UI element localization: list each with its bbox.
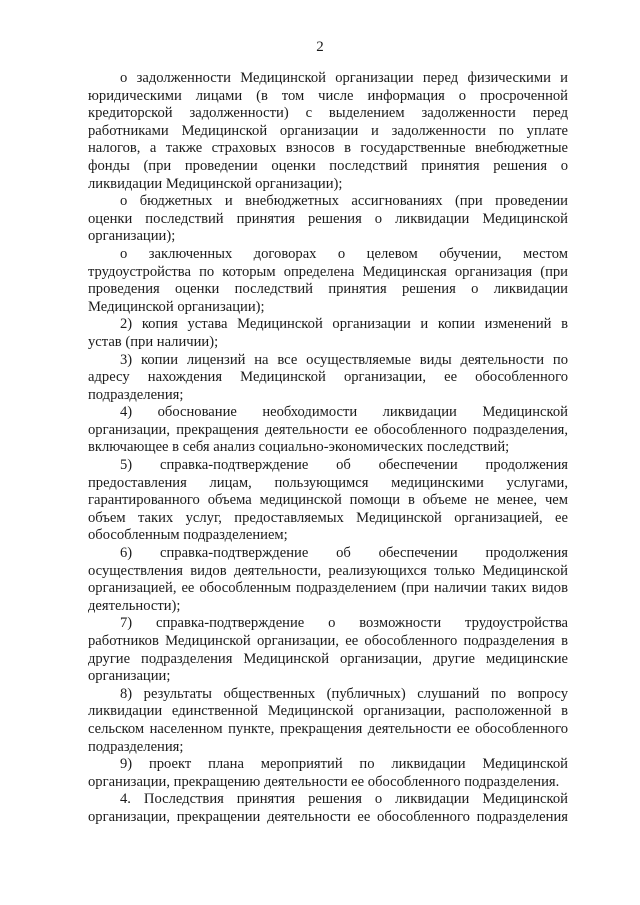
paragraph bbox=[88, 457, 568, 545]
text-line: юридическими лицами (в том числе информация о просроченной bbox=[88, 87, 568, 104]
text-line: 6) справка-подтверждение об обеспечении продолжения bbox=[120, 545, 568, 562]
text-line: предоставления лицам, пользующимся медицинскими услугами, bbox=[88, 474, 568, 491]
document-body bbox=[88, 70, 568, 827]
text-line: Медицинской организации); bbox=[88, 298, 265, 315]
paragraph bbox=[88, 615, 568, 685]
text-line: 3) копии лицензий на все осуществляемые виды деятельности по bbox=[120, 351, 568, 368]
text-line: 4) обоснование необходимости ликвидации Медицинской bbox=[120, 404, 568, 421]
text-line: 9) проект плана мероприятий по ликвидации Медицинской bbox=[120, 756, 568, 773]
text-line: 2) копия устава Медицинской организации и копии изменений в bbox=[120, 316, 568, 333]
text-line: налогов, а также страховых взносов в государственные внебюджетные bbox=[88, 140, 568, 157]
text-line: гарантированного объема медицинской помощи в объеме не менее, чем bbox=[88, 492, 568, 509]
text-line: организации, прекращению деятельности ее обособленного подразделения. bbox=[88, 773, 560, 790]
paragraph bbox=[88, 246, 568, 316]
paragraph bbox=[88, 70, 568, 193]
paragraph bbox=[88, 756, 568, 791]
text-line: фонды (при проведении оценки последствий принятия решения о bbox=[88, 157, 568, 174]
paragraph bbox=[88, 791, 568, 826]
text-line: о заключенных договорах о целевом обучении, местом bbox=[120, 245, 568, 262]
text-line: другие подразделения Медицинской организации, другие медицинские bbox=[88, 650, 568, 667]
text-line: подразделения; bbox=[88, 738, 184, 755]
text-line: работниками Медицинской организации и задолженности по уплате bbox=[88, 122, 568, 139]
text-line: 5) справка-подтверждение об обеспечении продолжения bbox=[120, 457, 568, 474]
paragraph bbox=[88, 316, 568, 351]
paragraph bbox=[88, 686, 568, 756]
paragraph bbox=[88, 352, 568, 405]
text-line: организации, прекращения деятельности ее обособленного подразделения, bbox=[88, 421, 568, 438]
text-line: 4. Последствия принятия решения о ликвидации Медицинской bbox=[120, 791, 568, 808]
text-line: ликвидации Медицинской организации); bbox=[88, 175, 343, 192]
text-line: кредиторской задолженности) с выделением задолженности перед bbox=[88, 105, 568, 122]
text-line: о бюджетных и внебюджетных ассигнованиях (при проведении bbox=[120, 193, 568, 210]
text-line: осуществления видов деятельности, реализующихся только Медицинской bbox=[88, 562, 568, 579]
text-line: обособленным подразделением; bbox=[88, 527, 288, 544]
text-line: работников Медицинской организации, ее обособленного подразделения в bbox=[88, 633, 568, 649]
page-number: 2 bbox=[316, 39, 324, 55]
paragraph bbox=[88, 404, 568, 457]
text-line: организации; bbox=[88, 668, 171, 685]
text-line: 8) результаты общественных (публичных) слушаний по вопросу bbox=[120, 685, 568, 702]
text-line: о задолженности Медицинской организации перед физическими и bbox=[120, 70, 568, 86]
text-line: оценки последствий принятия решения о ликвидации Медицинской bbox=[88, 210, 568, 227]
text-line: подразделения; bbox=[88, 386, 184, 403]
text-line: устав (при наличии); bbox=[88, 333, 219, 350]
text-line: объем таких услуг, предоставляемых Медицинской организацией, ее bbox=[88, 509, 568, 526]
text-line: организации); bbox=[88, 228, 176, 245]
text-line: адресу нахождения Медицинской организации, ее обособленного bbox=[88, 369, 568, 386]
paragraph bbox=[88, 193, 568, 246]
text-line: трудоустройства по которым определена Медицинская организация (при bbox=[88, 263, 568, 280]
text-line: 7) справка-подтверждение о возможности трудоустройства bbox=[120, 615, 568, 632]
text-line: организацией, ее обособленным подразделением (при наличии таких видов bbox=[88, 580, 568, 597]
paragraph bbox=[88, 545, 568, 615]
text-line: ликвидации единственной Медицинской организации, расположенной в bbox=[88, 703, 568, 720]
text-line: проведения оценки последствий принятия решения о ликвидации bbox=[88, 281, 568, 298]
text-line: деятельности); bbox=[88, 597, 181, 614]
text-line: организации, прекращении деятельности ее обособленного подразделения bbox=[88, 808, 568, 825]
text-line: включающее в себя анализ социально-экономических последствий; bbox=[88, 439, 510, 456]
text-line: сельском населенном пункте, прекращения деятельности ее обособленного bbox=[88, 720, 568, 737]
